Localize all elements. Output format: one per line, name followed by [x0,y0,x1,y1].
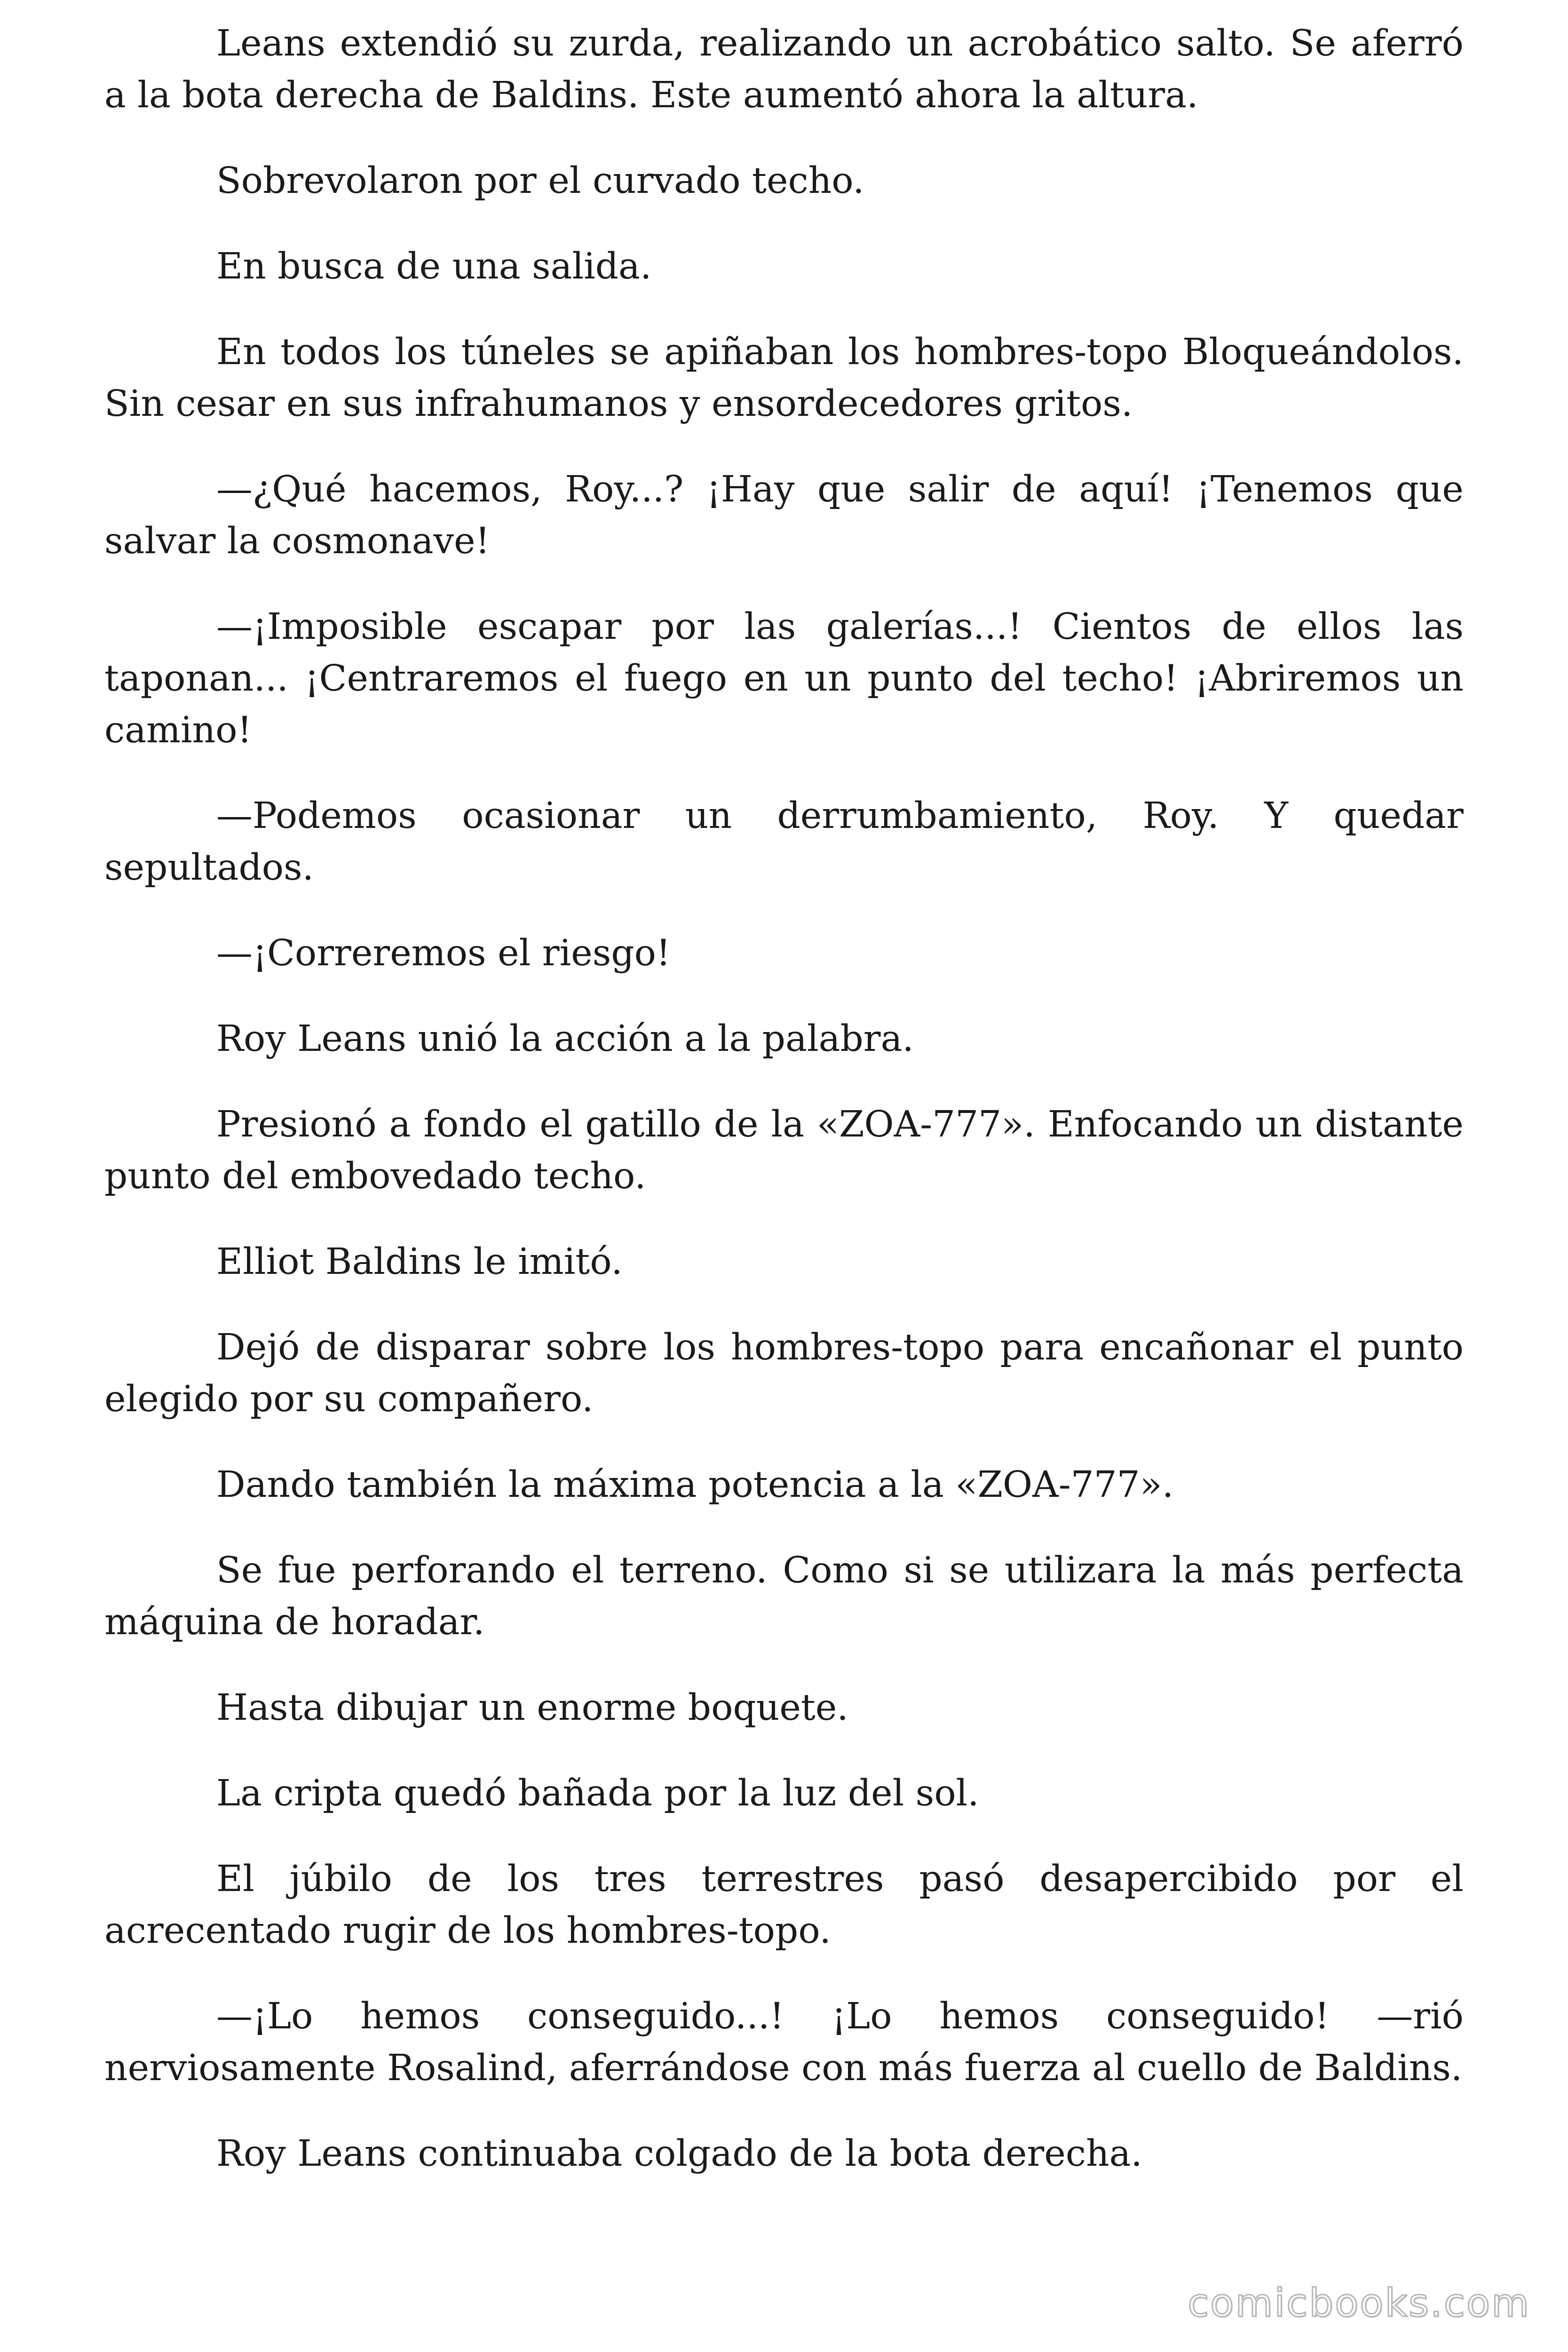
paragraph: El júbilo de los tres terrestres pasó desapercibido por el acrecentado rugir de los hombres-topo. [104,1858,1464,1952]
paragraph: —Podemos ocasionar un derrumbamiento, Roy. Y quedar sepultados. [104,795,1464,889]
paragraph: Se fue perforando el terreno. Como si se utilizara la más perfecta máquina de horadar. [104,1549,1464,1643]
paragraph: Hasta dibujar un enorme boquete. [216,1687,848,1729]
paragraph: En busca de una salida. [216,246,652,287]
paragraph: Roy Leans unió la acción a la palabra. [216,1018,914,1060]
paragraph: La cripta quedó bañada por la luz del sol. [216,1772,979,1814]
paragraph: Sobrevolaron por el curvado techo. [216,160,864,202]
paragraph: Presionó a fondo el gatillo de la «ZOA-777». Enfocando un distante punto del embovedado techo. [104,1104,1464,1197]
page-body [104,18,1464,2180]
paragraph: Elliot Baldins le imitó. [216,1241,623,1283]
paragraph: —¡Correremos el riesgo! [216,932,671,974]
paragraph: Dando también la máxima potencia a la «ZOA-777». [216,1464,1174,1506]
paragraph: Dejó de disparar sobre los hombres-topo para encañonar el punto elegido por su compañero. [104,1327,1464,1420]
watermark: comicbooks.com [1188,2281,1530,2326]
paragraph: —¡Imposible escapar por las galerías...! Cientos de ellos las taponan... ¡Centraremos el fuego en un punto del techo! ¡Abriremos un camino! [104,606,1464,751]
paragraph: Roy Leans continuaba colgado de la bota derecha. [216,2133,1142,2175]
paragraph: En todos los túneles se apiñaban los hombres-topo Bloqueándolos. Sin cesar en sus infrahumanos y ensordecedores gritos. [104,331,1464,425]
paragraph: —¿Qué hacemos, Roy...? ¡Hay que salir de aquí! ¡Tenemos que salvar la cosmonave! [104,469,1464,562]
paragraph: Leans extendió su zurda, realizando un acrobático salto. Se aferró a la bota derecha de Baldins. Este aumentó ahora la altura. [104,23,1464,116]
paragraph: —¡Lo hemos conseguido...! ¡Lo hemos conseguido! —rió nerviosamente Rosalind, aferrándose con más fuerza al cuello de Baldins. [104,1995,1464,2089]
